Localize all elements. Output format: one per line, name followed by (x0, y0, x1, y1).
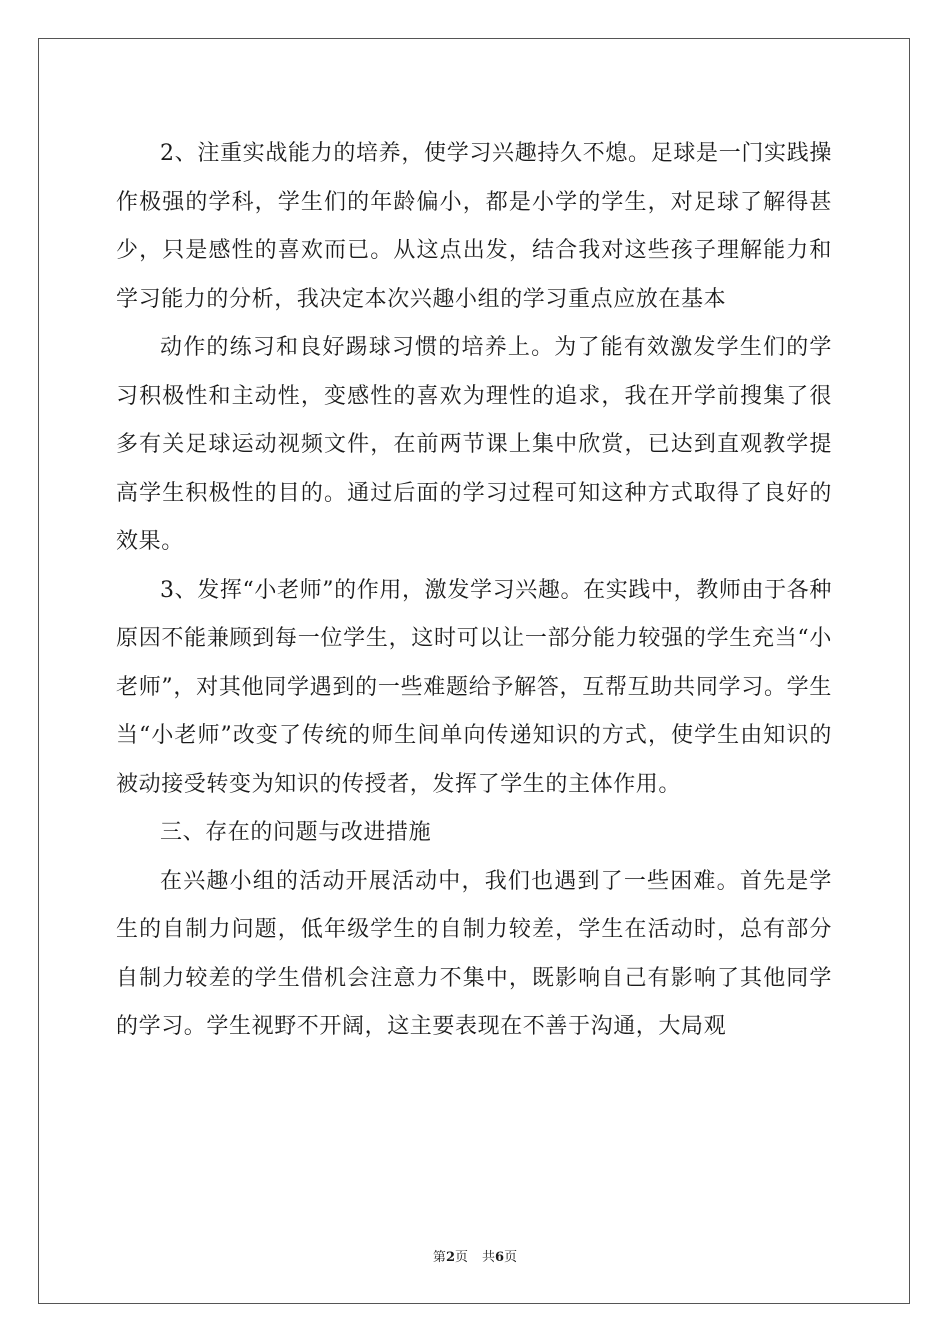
page-total: 6 (495, 1250, 505, 1265)
paragraph-2: 动作的练习和良好踢球习惯的培养上。为了能有效激发学生们的学习积极性和主动性，变感性的喜欢为理性的追求，我在开学前搜集了很多有关足球运动视频文件，在前两节课上集中欣赏，已达到直观教学提高学生积极性的目的。通过后面的学习过程可知这种方式取得了良好的效果。 (116, 335, 832, 554)
document-body (116, 130, 832, 1052)
section-heading: 三、存在的问题与改进措施 (160, 820, 432, 845)
total-suffix: 页 (504, 1250, 518, 1265)
paragraph-1: 2、注重实战能力的培养，使学习兴趣持久不熄。足球是一门实践操作极强的学科，学生们的年龄偏小，都是小学的学生，对足球了解得甚少，只是感性的喜欢而已。从这点出发，结合我对这些孩子理解能力和学习能力的分析，我决定本次兴趣小组的学习重点应放在基本 (116, 141, 832, 312)
page-suffix: 页 (454, 1250, 468, 1265)
page-prefix: 第 (432, 1250, 446, 1265)
paragraph-4: 在兴趣小组的活动开展活动中，我们也遇到了一些困难。首先是学生的自制力问题，低年级学生的自制力较差，学生在活动时，总有部分自制力较差的学生借机会注意力不集中，既影响自己有影响了其他同学的学习。学生视野不开阔，这主要表现在不善于沟通，大局观 (116, 868, 832, 1039)
page-current: 2 (445, 1250, 455, 1265)
total-prefix: 共 (482, 1250, 496, 1265)
page-footer (0, 1246, 950, 1265)
paragraph-3: 3、发挥“小老师”的作用，激发学习兴趣。在实践中，教师由于各种原因不能兼顾到每一位学生，这时可以让一部分能力较强的学生充当“小老师”，对其他同学遇到的一些难题给予解答，互帮互助共同学习。学生当“小老师”改变了传统的师生间单向传递知识的方式，使学生由知识的被动接受转变为知识的传授者，发挥了学生的主体作用。 (116, 577, 832, 797)
